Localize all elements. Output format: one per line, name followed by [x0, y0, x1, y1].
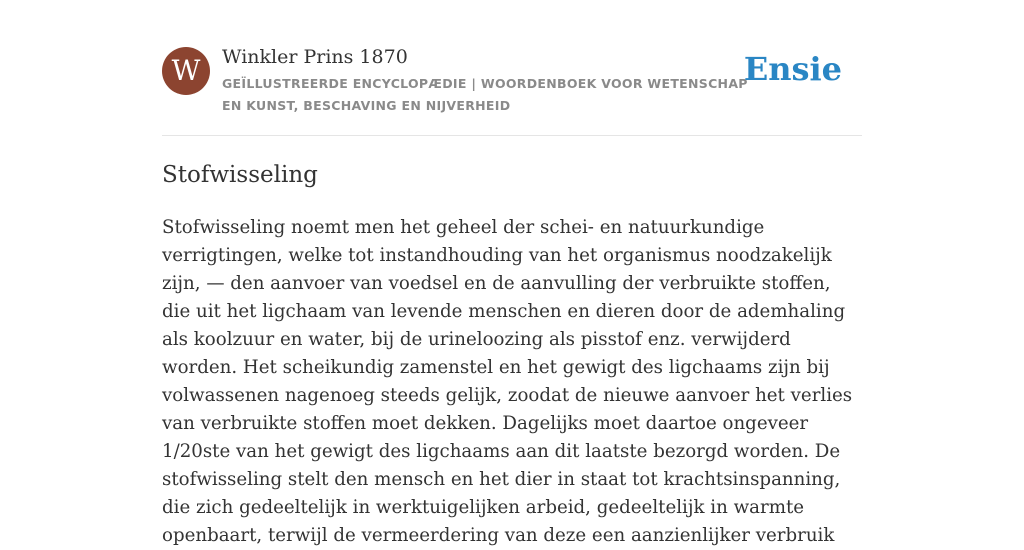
header [162, 0, 862, 136]
ensie-logo[interactable]: Ensie [743, 50, 842, 88]
source-title[interactable]: Winkler Prins 1870 [222, 46, 408, 68]
article-title: Stofwisseling [162, 162, 318, 188]
source-subtitle: GEÏLLUSTREERDE ENCYCLOPÆDIE | WOORDENBOEK VOOR WETENSCHAP EN KUNST, BESCHAVING EN NIJVERHEID [222, 76, 748, 113]
avatar[interactable]: W [162, 47, 210, 95]
page [162, 0, 862, 550]
article-body: Stofwisseling noemt men het geheel der schei- en natuurkundige verrigtingen, welke tot instandhouding van het organismus noodzakelijk zijn, — den aanvoer van voedsel en de aanvulling der verbruikte stoffen, die uit het ligchaam van levende menschen en dieren door de ademhaling als koolzuur en water, bij de urineloozing als pisstof enz. verwijderd worden. Het scheikundig zamenstel en het gewigt des ligchaams zijn bij volwassenen nagenoeg steeds gelijk, zoodat de nieuwe aanvoer het verlies van verbruikte stoffen moet dekken. Dagelijks moet daartoe ongeveer 1/20ste van het gewigt des ligchaams aan dit laatste bezorgd worden. De stofwisseling stelt den mensch en het dier in staat tot krachtsinspanning, die zich gedeeltelijk in werktuigelijken arbeid, gedeeltelijk in warmte openbaart, terwijl de vermeerdering van deze een aanzienlijker verbruik [162, 217, 853, 546]
